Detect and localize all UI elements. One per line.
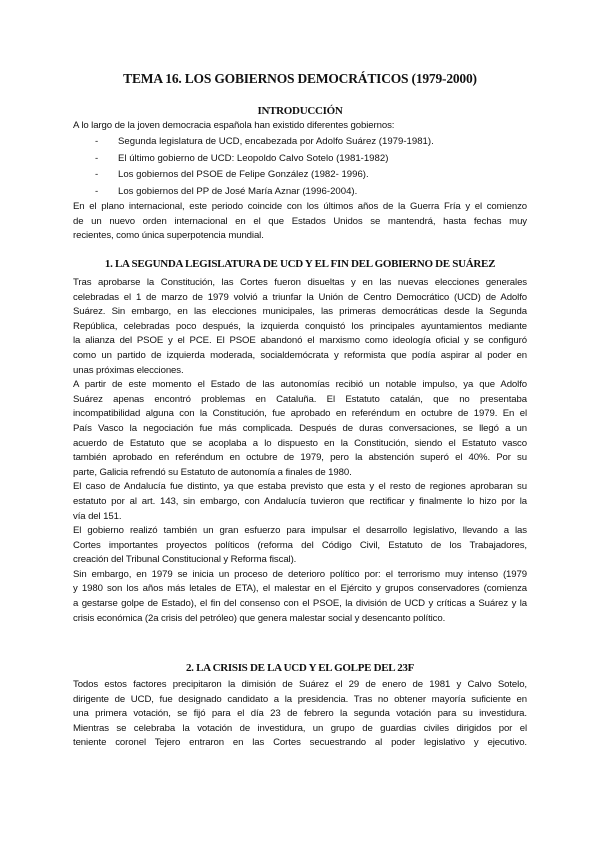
- text-line: El caso de Andalucía fue distinto, ya que estaba previsto que esta y el resto de regiones aprobaran su: [73, 481, 527, 493]
- text-line: acuerdo de Estatuto que se acoplaba a lo dispuesto en la Constitución, siendo el Estatuto vasco: [73, 437, 527, 449]
- bullet-item: [73, 184, 527, 201]
- bullet-item: [73, 167, 527, 184]
- text-line: A partir de este momento el Estado de las autonomías recibió un notable impulso, ya que Adolfo: [73, 379, 527, 391]
- text-line: Todos estos factores precipitaron la dimisión de Suárez el 29 de enero de 1981 y Calvo Sotelo,: [73, 679, 527, 690]
- dash-bullet-icon: -: [95, 185, 99, 197]
- text-line: parte, Galicia refrendó su Estatuto de autonomía a finales de 1980.: [73, 466, 352, 478]
- text-line: Cortes importantes proyectos políticos (reforma del Código Civil, Estatuto de los Trabajadores,: [73, 539, 527, 551]
- dash-bullet-icon: -: [95, 169, 99, 180]
- bullet-item: [73, 151, 527, 168]
- text-line: recientes, como única superpotencia mundial.: [73, 230, 264, 242]
- text-line: unas próximas elecciones.: [73, 364, 184, 376]
- paragraph: [73, 276, 527, 378]
- intro-lead-block: [73, 119, 527, 134]
- section-2-paragraphs: [73, 678, 527, 751]
- text-line: creación del Tribunal Constitucional y Reforma fiscal).: [73, 554, 297, 566]
- text-line: estatuto por al art. 143, sin embargo, con Andalucía tuvieron que rectificar y finalmente lo hizo por la: [73, 495, 527, 507]
- text-line: vía del 151.: [73, 510, 122, 522]
- section-2-heading: 2. LA CRISIS DE LA UCD Y EL GOLPE DEL 23F: [185, 662, 415, 674]
- paragraph: [73, 568, 527, 626]
- text-line: Suárez apenas encontró problemas en Cataluña. El Estatuto catalán, que no presentaba: [73, 393, 527, 405]
- bullet-item: [73, 134, 527, 151]
- intro-heading: INTRODUCCIÓN: [257, 105, 343, 117]
- intro-lead: A lo largo de la joven democracia española han existido diferentes gobiernos:: [73, 120, 395, 131]
- text-line: Sin embargo, en 1979 se inicia un proceso de deterioro político por: el terrorismo muy intenso (1979: [73, 568, 527, 580]
- text-line: El gobierno realizó también un gran esfuerzo para impulsar el desarrollo legislativo, llevando a las: [73, 525, 527, 537]
- text-line: Mientras se celebraba la votación de investidura, un grupo de guardias civiles dirigidos por el: [73, 722, 527, 734]
- text-line: En el plano internacional, este periodo coincide con los últimos años de la Guerra Fría y el comienzo: [73, 201, 527, 212]
- text-line: dirigente de UCD, fue designado candidato a la presidencia. Tras no obtener mayoría suficiente en: [73, 693, 527, 705]
- paragraph: [73, 378, 527, 480]
- bullet-text: El último gobierno de UCD: Leopoldo Calvo Sotelo (1981-1982): [118, 152, 389, 164]
- text-line: a gestarse golpe de Estado), el fin del consenso con el PSOE, la división de UCD y críticas a Suárez y la: [73, 598, 527, 610]
- text-line: también aprobado en referéndum en octubre de 1979, pero la abstención superó el 40%. Por su: [73, 452, 527, 464]
- text-line: incompatibilidad alguna con la Constitución, fue aprobado en referéndum en octubre de 1979. En el: [73, 408, 527, 420]
- bullet-text: Los gobiernos del PP de José María Aznar (1996-2004).: [118, 185, 358, 197]
- text-line: una primera votación, se fijó para el día 23 de febrero la segunda votación para su investidura.: [73, 708, 527, 720]
- section-1-heading: 1. LA SEGUNDA LEGISLATURA DE UCD Y EL FIN DEL GOBIERNO DE SUÁREZ: [104, 258, 496, 270]
- text-line: y 1980 son los años más letales de ETA), el malestar en el Ejército y grupos conservadores (comienza: [73, 583, 527, 595]
- text-line: Suárez. Sin embargo, en las elecciones municipales, las primeras democráticas desde la Segunda: [73, 306, 527, 318]
- text-line: República, celebradas poco después, la izquierda conquistó los principales ayuntamientos mediante: [73, 320, 527, 332]
- text-line: celebradas el 1 de marzo de 1979 volvió a triunfar la Unión de Centro Democrático (UCD) de Adolfo: [73, 291, 527, 303]
- intro-paragraphs: [73, 200, 527, 244]
- paragraph: [73, 524, 527, 568]
- bullet-text: Segunda legislatura de UCD, encabezada por Adolfo Suárez (1979-1981).: [118, 136, 434, 147]
- bullet-text: Los gobiernos del PSOE de Felipe González (1982- 1996).: [118, 169, 369, 180]
- paragraph: [73, 480, 527, 524]
- text-line: de un nuevo orden internacional en el que Estados Unidos se mantendrá, hasta fechas muy: [73, 215, 527, 227]
- text-line: teniente coronel Tejero entraron en las Cortes secuestrando al poder legislativo y ejecutivo.: [73, 737, 527, 749]
- text-line: la alianza del PSOE y el PCE. El PSOE abandonó el marxismo como ideología oficial y se configuró: [73, 335, 527, 347]
- paragraph: [73, 678, 527, 751]
- paragraph: [73, 200, 527, 244]
- document-title: TEMA 16. LOS GOBIERNOS DEMOCRÁTICOS (1979-2000): [123, 71, 477, 86]
- dash-bullet-icon: -: [95, 152, 99, 164]
- text-line: como un partido de izquierda moderada, socialdemócrata y reformista que podía aspirar al poder en: [73, 349, 527, 361]
- text-line: crisis económica (2a crisis del petróleo) que genera malestar social y desencanto político.: [73, 612, 446, 624]
- dash-bullet-icon: -: [95, 136, 99, 147]
- intro-bullet-list: [73, 134, 527, 200]
- text-line: Tras aprobarse la Constitución, las Cortes fueron disueltas y en las nuevas elecciones generales: [73, 277, 527, 288]
- section-1-paragraphs: [73, 276, 527, 626]
- text-line: País Vasco la negociación fue más complicada. Después de duras conversaciones, se llegó a un: [73, 422, 527, 434]
